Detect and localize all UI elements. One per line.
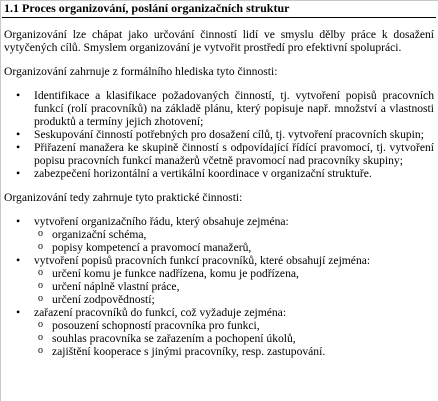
sub-list-item: o zajištění kooperace s jinými pracovníky, resp. zastupování. [4,345,434,358]
list-item: • zabezpečení horizontální a vertikální koordinace v organizační struktuře. [4,167,434,180]
list-item [4,215,434,254]
list-item-text: vytvoření organizačního řádu, který obsahuje zejména: [34,215,289,228]
section-body [4,28,434,369]
section-heading: 1.1 Proces organizování, poslání organizačních struktur [4,1,290,15]
sub-list-item: o organizační schéma, [4,228,434,241]
sub-list [34,267,434,306]
practical-activities-list [4,215,434,358]
list-item: • Přiřazení manažera ke skupině činností s odpovídající řídící pravomocí, tj. vytvoření popisu pracovních funkcí manažerů včetně pravomocí nad pracovníky skupiny; [4,141,434,167]
sub-list-item: o popisy kompetencí a pravomocí manažerů, [4,241,434,254]
list-item: • Identifikace a klasifikace požadovaných činností, tj. vytvoření popisů pracovních funkcí (rolí pracovníků) na základě plánu, který popisuje např. množství a vlastnosti produktů a termíny jejich zhotovení; [4,89,434,128]
list-item-text: vytvoření popisů pracovních funkcí pracovníků, které obsahují zejména: [34,254,371,267]
sub-list-item: o určení zodpovědností; [4,293,434,306]
formal-activities-intro: Organizování zahrnuje z formálního hlediska tyto činnosti: [4,65,278,78]
list-item-text: zařazení pracovníků do funkcí, což vyžaduje zejména: [34,306,287,319]
list-item: • Seskupování činností potřebných pro dosažení cílů, tj. vytvoření pracovních skupin; [4,128,434,141]
sub-list-item: o určení komu je funkce nadřízena, komu je podřízena, [4,267,434,280]
formal-activities-list [4,89,434,180]
heading-underline [2,17,436,18]
sub-list-item: o určení náplně vlastní práce, [4,280,434,293]
list-item [4,306,434,358]
list-item [4,254,434,306]
page-border-left [0,0,1,401]
sub-list [34,319,434,358]
intro-paragraph: Organizování lze chápat jako určování činností lidí ve smyslu dělby práce k dosažení vytyčených cílů. Smyslem organizování je vytvořit prostředí pro efektivní spolupráci. [4,28,434,54]
sub-list-item: o souhlas pracovníka se zařazením a pochopení úkolů, [4,332,434,345]
practical-activities-intro: Organizování tedy zahrnuje tyto praktické činnosti: [4,191,243,204]
sub-list-item: o posouzení schopností pracovníka pro funkci, [4,319,434,332]
sub-list [34,228,434,254]
